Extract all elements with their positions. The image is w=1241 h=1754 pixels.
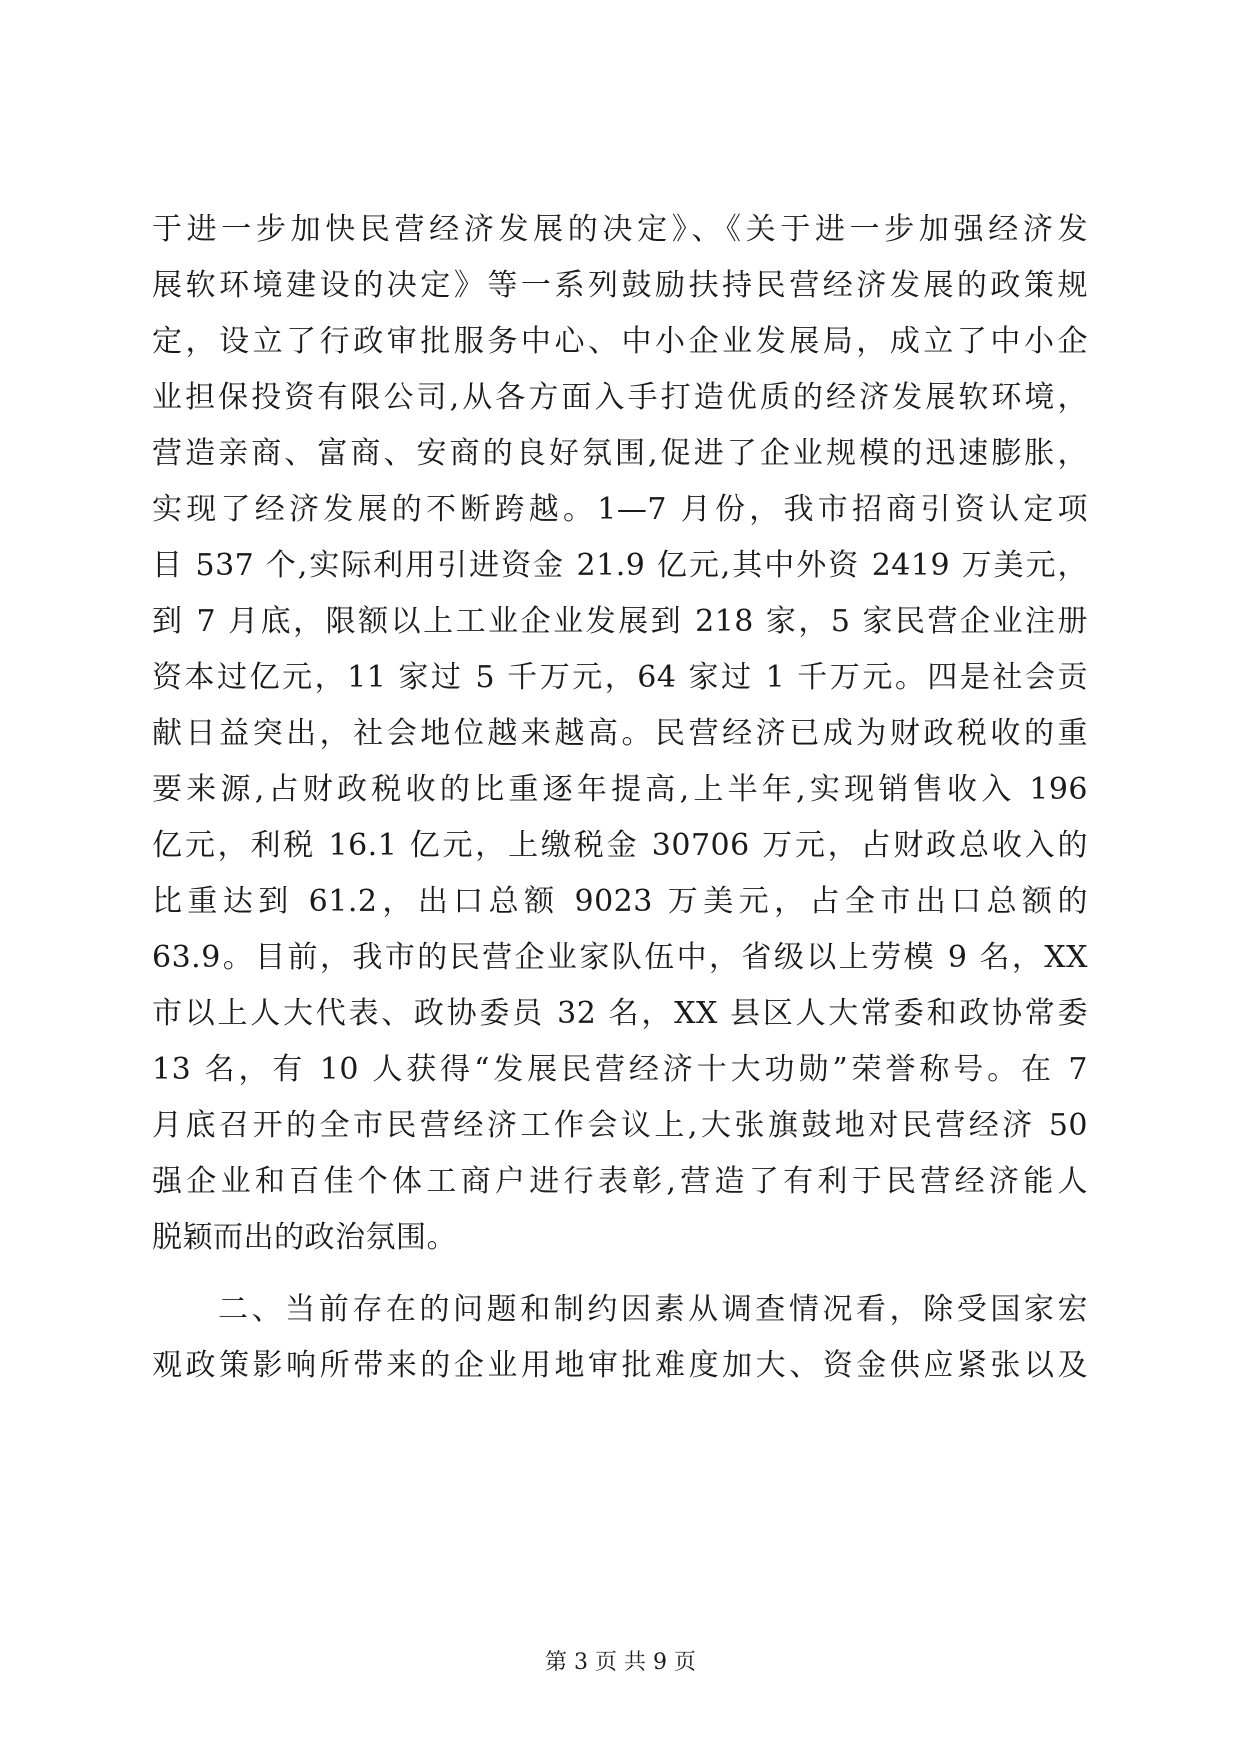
text-line: 月底召开的全市民营经济工作会议上,大张旗鼓地对民营经济 50 — [152, 1108, 1088, 1143]
text-line: 业担保投资有限公司,从各方面入手打造优质的经济发展软环境， — [152, 380, 1088, 415]
text-line: 观政策影响所带来的企业用地审批难度加大、资金供应紧张以及 — [152, 1348, 1088, 1383]
text-line: 展软环境建设的决定》等一系列鼓励扶持民营经济发展的政策规 — [152, 268, 1088, 303]
text-line: 目 537 个,实际利用引进资金 21.9 亿元,其中外资 2419 万美元， — [152, 548, 1088, 583]
text-line: 市以上人大代表、政协委员 32 名，XX 县区人大常委和政协常委 — [152, 996, 1088, 1031]
text-line: 到 7 月底，限额以上工业企业发展到 218 家，5 家民营企业注册 — [152, 604, 1088, 639]
text-line: 13 名，有 10 人获得“发展民营经济十大功勋”荣誉称号。在 7 — [152, 1052, 1088, 1087]
body-text — [152, 202, 1088, 1394]
text-line: 资本过亿元，11 家过 5 千万元，64 家过 1 千万元。四是社会贡 — [152, 660, 1088, 695]
page-footer — [0, 1648, 1241, 1678]
text-line: 二、当前存在的问题和制约因素从调查情况看，除受国家宏 — [218, 1292, 1088, 1327]
text-line: 63.9。目前，我市的民营企业家队伍中，省级以上劳模 9 名，XX — [152, 940, 1088, 975]
text-line: 亿元，利税 16.1 亿元，上缴税金 30706 万元，占财政总收入的 — [152, 828, 1088, 863]
page-number-label: 第 3 页 共 9 页 — [545, 1650, 696, 1675]
paragraph-gap — [152, 1266, 1088, 1282]
text-line: 献日益突出，社会地位越来越高。民营经济已成为财政税收的重 — [152, 716, 1088, 751]
text-line: 于进一步加快民营经济发展的决定》、《关于进一步加强经济发 — [152, 212, 1088, 247]
text-line: 比重达到 61.2，出口总额 9023 万美元，占全市出口总额的 — [152, 884, 1088, 919]
text-line: 营造亲商、富商、安商的良好氛围,促进了企业规模的迅速膨胀， — [152, 436, 1088, 471]
text-line: 实现了经济发展的不断跨越。1—7 月份，我市招商引资认定项 — [152, 492, 1088, 527]
text-line: 强企业和百佳个体工商户进行表彰,营造了有利于民营经济能人 — [152, 1164, 1088, 1199]
text-line: 定，设立了行政审批服务中心、中小企业发展局，成立了中小企 — [152, 324, 1088, 359]
text-line: 要来源,占财政税收的比重逐年提高,上半年,实现销售收入 196 — [152, 772, 1088, 807]
text-line: 脱颖而出的政治氛围。 — [152, 1220, 457, 1255]
paragraph-2 — [152, 1282, 1088, 1394]
paragraph-1 — [152, 202, 1088, 1266]
